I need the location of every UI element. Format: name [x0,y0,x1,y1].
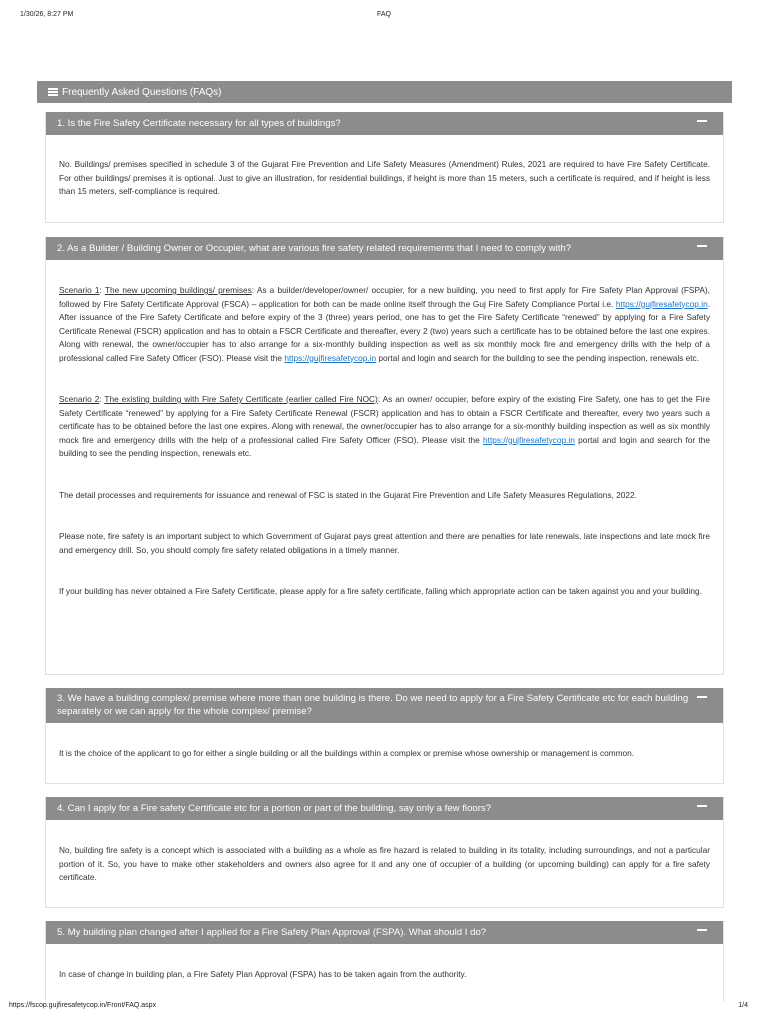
print-datetime: 1/30/26, 8:27 PM [20,11,74,18]
faq-answer-5 [46,944,723,982]
faq-item-3 [45,688,724,784]
faq-item-4 [45,797,724,908]
collapse-icon[interactable] [697,120,707,122]
portal-link[interactable]: https://gujfiresafetycop.in [615,298,708,309]
faq-question-5-text: 5. My building plan changed after I applied for a Fire Safety Plan Approval (FSPA). What should I do? [57,927,487,938]
faq-question-1-text: 1. Is the Fire Safety Certificate necessary for all types of buildings? [57,118,341,129]
faq-question-2[interactable] [46,237,723,260]
print-page-number: 1/4 [738,1002,748,1009]
portal-link[interactable]: https://gujfiresafetycop.in [284,352,377,363]
faq-item-1 [45,112,724,223]
print-url: https://fscop.gujfiresafetycop.in/Front/FAQ.aspx [9,1002,157,1009]
scenario-2-text-b: portal and login and search for the building to see the pending inspection, renewals etc. [59,434,710,458]
collapse-icon[interactable] [697,696,707,698]
scenario-2-text-a: : As an owner/ occupier, before expiry of the existing Fire Safety, one has to get the Fire Safety Certificate “renewed” by applying for a Fire Safety Certificate Renewal (FSCR) application and has to obtain a FSCR Certificate and thereafter, every two years such a certificate has to be obtained before the last one expires. Along with renewal, the owner/occupier has to also arrange for a six-monthly building inspection as well as six monthly mock fire and emergency drills with the help of a professional called Fire Safety Officer (FSO). Please visit the [59,394,710,445]
faq-question-4[interactable] [46,797,723,820]
regulations-paragraph: The detail processes and requirements for issuance and renewal of FSC is stated in the Gujarat Fire Prevention and Life Safety Measures Regulations, 2022. [59,489,637,500]
apply-paragraph: If your building has never obtained a Fire Safety Certificate, please apply for a fire safety certificate, failing which appropriate action can be taken against you and your building. [59,586,702,596]
faq-item-5 [45,921,724,1002]
scenario-1-text-c: portal and login and search for the building to see the pending inspection, renewals etc. [376,352,699,363]
faq-question-3-text: 3. We have a building complex/ premise where more than one building is there. Do we need to apply for a Fire Safety Certificate etc for each building separately or we can apply for the whole complex/ premise? [57,693,689,717]
faq-answer-3-text: It is the choice of the applicant to go for either a single building or all the buildings within a complex or premise whose ownership or management is common. [59,748,635,758]
faq-item-2 [45,237,724,675]
faq-answer-4 [46,820,723,885]
scenario-1-text-a: : As a builder/developer/owner/ occupier, for a new building, you need to first apply for Fire Safety Plan Approval (FSPA), followed by Fire Safety Certificate Approval (FSCA) – application for both can be made online itself through the Guj Fire Safety Compliance Portal i.e. [59,285,710,309]
faq-question-1[interactable] [46,112,723,135]
faq-answer-1-text: No. Buildings/ premises specified in schedule 3 of the Gujarat Fire Prevention and Life Safety Measures (Amendment) Rules, 2021 are required to have Fire Safety Certificate. For other buildings/ premises it is optional. Just to give an illustration, for residential buildings, if height is more than 15 meters, such a certificate is required, and if height is less than 15 meters, self-compliance is required. [59,159,710,196]
faq-answer-4-text: No, building fire safety is a concept which is associated with a building as a whole as fire hazard is related to building in its totality, including surroundings, and not a particular portion of it. So, you have to make other stakeholders and owners also agree for it and any one of occupier of a building (or upcoming building) can apply for a fire safety certificate. [59,845,710,882]
print-header [0,11,768,23]
penalties-paragraph: Please note, fire safety is an important subject to which Government of Gujarat pays great attention and there are penalties for late renewals, late inspections and late mock fire and emergency drill. So, you should comply fire safety related obligations in a timely manner. [59,531,710,555]
portal-link[interactable]: https://gujfiresafetycop.in [483,434,575,445]
print-page-title: FAQ [376,11,391,18]
list-icon [48,88,58,96]
faq-question-3[interactable] [46,688,723,723]
scenario-1-label: Scenario 1 [59,285,100,295]
faq-answer-5-text: In case of change in building plan, a Fire Safety Plan Approval (FSPA) has to be taken again from the authority. [59,969,467,979]
faq-answer-2 [46,284,723,599]
scenario-1-text-b: . After issuance of the Fire Safety Certificate and before expiry of the 3 (three) years period, one has to get the Fire Safety Certificate “renewed” by applying for a Fire Safety Certificate Renewal (FSCR) application and has to obtain a FSCR Certificate and thereafter, every 2 (two) years such a certificate has to be obtained before the last one expires. Along with renewal, the owner/occupier has to also arrange for a six-monthly building inspection as well as six monthly mock fire and emergency drills with the help of a professional called Fire Safety Officer (FSO). Please visit the [59,298,710,363]
faq-question-4-text: 4. Can I apply for a Fire safety Certificate etc for a portion or part of the building, say only a few floors? [57,803,492,814]
faq-answer-3 [46,723,723,761]
faq-question-2-text: 2. As a Builder / Building Owner or Occupier, what are various fire safety related requirements that I need to comply with? [57,243,572,254]
scenario-1-title: The new upcoming buildings/ premises [104,285,252,295]
scenario-1-paragraph: Scenario 1: The new upcoming buildings/ premises: As a builder/developer/owner/ occupier, for a new building, you need to first apply for Fire Safety Plan Approval (FSPA), followed by Fire Safety Certificate Approval (FSCA) – application for both can be made online itself through the Guj Fire Safety Compliance Portal i.e. https://gujfiresafetycop.in. After issuance of the Fire Safety Certificate and before expiry of the 3 (three) years period, one has to get the Fire Safety Certificate “renewed” by applying for a Fire Safety Certificate Renewal (FSCR) application and has to obtain a FSCR Certificate and thereafter, every 2 (two) years such a certificate has to be obtained before the last one expires. Along with renewal, the owner/occupier has to also arrange for a six-monthly building inspection as well as six monthly mock fire and emergency drills with the help of a professional called Fire Safety Officer (FSO). Please visit the https://gujfiresafetycop.in portal and login and search for the building to see the pending inspection, renewals etc. [59,285,710,363]
print-footer [0,1002,768,1014]
scenario-2-label: Scenario 2 [59,394,100,404]
collapse-icon[interactable] [697,805,707,807]
faq-answer-1 [46,135,723,199]
faq-panel [37,81,732,1002]
faq-panel-title: Frequently Asked Questions (FAQs) [62,86,222,98]
faq-panel-header [37,81,732,103]
collapse-icon[interactable] [697,245,707,247]
faq-question-5[interactable] [46,921,723,944]
collapse-icon[interactable] [697,929,707,931]
scenario-2-title: The existing building with Fire Safety Certificate (earlier called Fire NOC) [104,394,378,404]
scenario-2-paragraph: Scenario 2: The existing building with Fire Safety Certificate (earlier called Fire NOC): As an owner/ occupier, before expiry of the existing Fire Safety, one has to get the Fire Safety Certificate “renewed” by applying for a Fire Safety Certificate Renewal (FSCR) application and has to obtain a FSCR Certificate and thereafter, every two years such a certificate has to be obtained before the last one expires. Along with renewal, the owner/occupier has to also arrange for a six-monthly building inspection as well as six monthly mock fire and emergency drills with the help of a professional called Fire Safety Officer (FSO). Please visit the https://gujfiresafetycop.in portal and login and search for the building to see the pending inspection, renewals etc. [59,394,710,458]
